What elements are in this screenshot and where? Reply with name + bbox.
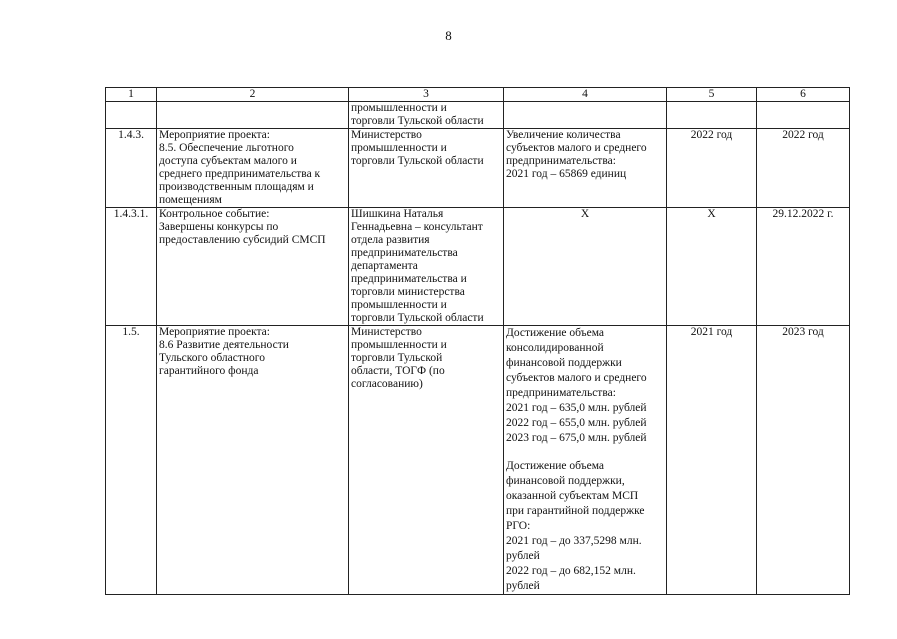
text-line: Достижение объема [506,460,605,472]
text-line: Завершены конкурсы по [159,221,279,233]
page-number: 8 [445,28,452,43]
text-line: предпринимательства и [351,273,467,285]
text-line: субъектов малого и среднего [506,372,647,384]
header-col-1: 1 [106,88,157,102]
result-cell [504,129,667,208]
text-line: РГО: [506,520,531,532]
text-line: Увеличение количества [506,129,621,141]
text-line: предпринимательства [351,247,458,259]
text-line: предпринимательства: [506,155,616,167]
measure-cell [157,326,349,595]
result-cell [504,102,667,129]
table-row [106,208,850,326]
text-line: промышленности и [351,142,447,154]
text-line: Министерство [351,129,422,141]
text-line: Министерство [351,326,422,338]
text-line: торговли министерства [351,286,465,298]
text-line: торговли Тульской [351,352,443,364]
text-line: согласованию) [351,378,423,390]
text-line: промышленности и [351,102,447,114]
text-line: торговли Тульской области [351,115,484,127]
text-line: финансовой поддержки [506,357,622,369]
table-row [106,326,850,595]
responsible-cell [349,208,504,326]
text-line: финансовой поддержки, [506,475,625,487]
text-line: консолидированной [506,342,604,354]
text-line: при гарантийной поддержке [506,505,645,517]
text-line: промышленности и [351,299,447,311]
measure-cell [157,102,349,129]
text-line: доступа субъектам малого и [159,155,297,167]
header-col-3: 3 [349,88,504,102]
text-line: рублей [506,550,540,562]
text-line: Мероприятие проекта: [159,129,270,141]
header-col-2: 2 [157,88,349,102]
responsible-cell [349,102,504,129]
text-line: Контрольное событие: [159,208,270,220]
text-line: гарантийного фонда [159,365,259,377]
text-line: 2021 год – 65869 единиц [506,168,627,180]
result-cell [504,326,667,595]
text-line: 2021 год – 635,0 млн. рублей [506,402,647,414]
responsible-cell [349,326,504,595]
responsible-cell [349,129,504,208]
start-cell: Х [667,208,757,326]
start-cell [667,102,757,129]
text-line: 2021 год – до 337,5298 млн. [506,535,642,547]
text-line: оказанной субъектам МСП [506,490,639,502]
start-cell: 2021 год [667,326,757,595]
measure-cell [157,208,349,326]
header-col-4: 4 [504,88,667,102]
text-line: предоставлению субсидий СМСП [159,234,326,246]
text-line: торговли Тульской области [351,312,484,324]
measures-table [105,87,850,595]
end-cell: 2022 год [757,129,850,208]
text-line: области, ТОГФ (по [351,365,445,377]
text-line: предпринимательства: [506,387,616,399]
text-line: 8.5. Обеспечение льготного [159,142,294,154]
end-cell [757,102,850,129]
text-line: 2022 год – 655,0 млн. рублей [506,417,647,429]
measure-cell [157,129,349,208]
text-line: субъектов малого и среднего [506,142,647,154]
text-line: отдела развития [351,234,430,246]
text-line: промышленности и [351,339,447,351]
header-row [106,88,850,102]
header-col-6: 6 [757,88,850,102]
text-line: департамента [351,260,418,272]
text-line: 2023 год – 675,0 млн. рублей [506,432,647,444]
end-cell: 29.12.2022 г. [757,208,850,326]
end-cell: 2023 год [757,326,850,595]
text-line: 2022 год – до 682,152 млн. [506,565,636,577]
text-line: Шишкина Наталья [351,208,444,220]
text-line: Достижение объема [506,327,605,339]
row-number: 1.4.3.1. [106,208,157,326]
result-cell: Х [504,208,667,326]
text-line: производственным площадям и [159,181,314,193]
table-row [106,102,850,129]
text-line: Мероприятие проекта: [159,326,270,338]
text-line: Тульского областного [159,352,265,364]
text-line: рублей [506,580,540,592]
header-col-5: 5 [667,88,757,102]
row-number: 1.5. [106,326,157,595]
row-number [106,102,157,129]
text-line: 8.6 Развитие деятельности [159,339,289,351]
text-line: помещениям [159,194,222,206]
row-number: 1.4.3. [106,129,157,208]
spacer [506,446,664,459]
text-line: среднего предпринимательства к [159,168,321,180]
text-line: торговли Тульской области [351,155,484,167]
table-row [106,129,850,208]
text-line: Геннадьевна – консультант [351,221,483,233]
start-cell: 2022 год [667,129,757,208]
